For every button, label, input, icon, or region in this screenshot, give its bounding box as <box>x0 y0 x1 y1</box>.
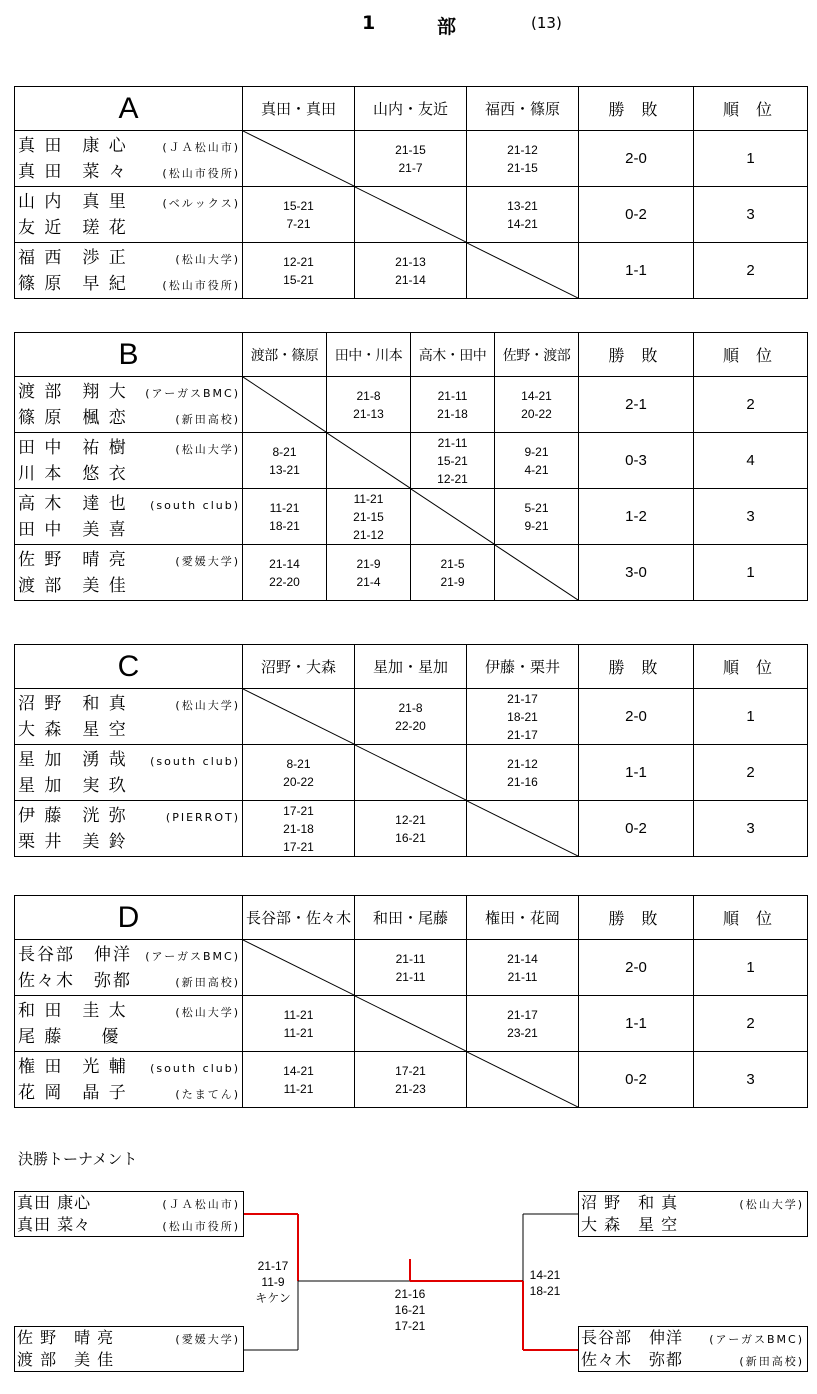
player-name: 佐 野 晴 亮 <box>17 1328 115 1347</box>
affiliation: (松山市役所) <box>162 166 240 180</box>
winloss-value: 0-2 <box>579 187 694 243</box>
affiliation: (松山大学) <box>175 442 240 456</box>
player-name: 田 中 美 喜 <box>18 519 128 540</box>
rank-value: 4 <box>694 433 808 489</box>
score-text: 21-11 15-21 12-21 <box>437 435 468 486</box>
affiliation: (ベルックス) <box>162 196 240 210</box>
group-letter: B <box>15 333 243 377</box>
winloss-header: 勝 敗 <box>579 645 694 689</box>
affiliation: (ＪＡ松山市) <box>162 1198 240 1211</box>
player-name: 花 岡 晶 子 <box>18 1082 128 1103</box>
tournament-team-bottom-left <box>14 1326 244 1372</box>
opponent-header: 沼野・大森 <box>243 645 355 689</box>
final-score: 21-16 16-21 17-21 <box>394 1287 426 1333</box>
rank-header: 順 位 <box>694 87 808 131</box>
score-text: 21-11 21-18 <box>437 388 468 421</box>
player-name: 長谷部 伸洋 <box>18 944 132 965</box>
score-text: 21-14 21-11 <box>507 951 538 984</box>
player-name: 佐々木 弥都 <box>18 970 132 991</box>
player-name: 沼 野 和 真 <box>18 693 128 714</box>
score-text: 5-21 9-21 <box>524 500 549 533</box>
opponent-header: 佐野・渡部 <box>495 333 579 377</box>
affiliation: (松山市役所) <box>162 278 240 292</box>
affiliation: (アーガスBMC) <box>145 949 240 963</box>
affiliation: (アーガスBMC) <box>709 1333 804 1346</box>
score-text: 21-5 21-9 <box>440 556 465 589</box>
rank-value: 3 <box>694 187 808 243</box>
player-name: 渡 部 翔 大 <box>18 381 128 402</box>
player-name: 佐々木 弥都 <box>581 1350 684 1369</box>
player-name: 真田 康心 <box>17 1193 92 1212</box>
rank-header: 順 位 <box>694 333 808 377</box>
affiliation: (新田高校) <box>739 1355 804 1368</box>
score-text: 21-9 21-4 <box>356 556 381 589</box>
affiliation: (south club) <box>150 754 240 768</box>
score-text: 14-21 11-21 <box>283 1063 314 1096</box>
rank-value: 1 <box>694 940 808 996</box>
winloss-value: 0-3 <box>579 433 694 489</box>
affiliation: (愛媛大学) <box>175 1333 240 1346</box>
score-text: 17-21 21-18 17-21 <box>283 803 314 854</box>
rank-value: 1 <box>694 545 808 601</box>
opponent-header: 渡部・篠原 <box>243 333 327 377</box>
score-text: 21-17 23-21 <box>507 1007 538 1040</box>
player-name: 佐 野 晴 亮 <box>18 549 128 570</box>
winloss-value: 1-1 <box>579 243 694 299</box>
score-text: 12-21 15-21 <box>283 254 314 287</box>
affiliation: (たまてん) <box>175 1087 240 1101</box>
division-word: 部 <box>437 16 457 38</box>
score-text: 14-21 20-22 <box>521 388 552 421</box>
score-text: 11-21 11-21 <box>283 1007 314 1040</box>
rank-value: 3 <box>694 801 808 857</box>
player-name: 星 加 実 玖 <box>18 775 128 796</box>
rank-value: 2 <box>694 243 808 299</box>
player-name: 栗 井 美 鈴 <box>18 831 128 852</box>
player-name: 田 中 祐 樹 <box>18 437 128 458</box>
player-name: 福 西 渉 正 <box>18 247 128 268</box>
score-text: 21-14 22-20 <box>269 556 300 589</box>
rank-header: 順 位 <box>694 896 808 940</box>
score-text: 21-12 21-15 <box>507 142 538 175</box>
winloss-value: 2-0 <box>579 940 694 996</box>
player-name: 沼 野 和 真 <box>581 1193 679 1212</box>
winloss-header: 勝 敗 <box>579 87 694 131</box>
tournament-team-bottom-right <box>578 1326 808 1372</box>
winloss-value: 0-2 <box>579 801 694 857</box>
rank-value: 3 <box>694 1052 808 1108</box>
group-letter: D <box>15 896 243 940</box>
score-text: 9-21 4-21 <box>524 444 549 477</box>
rank-value: 1 <box>694 131 808 187</box>
affiliation: (松山大学) <box>175 252 240 266</box>
winloss-header: 勝 敗 <box>579 896 694 940</box>
player-name: 真田 菜々 <box>17 1215 92 1234</box>
division-number: 1 <box>362 12 376 34</box>
winloss-value: 1-1 <box>579 996 694 1052</box>
score-text: 12-21 16-21 <box>395 812 426 845</box>
group-letter: A <box>15 87 243 131</box>
opponent-header: 田中・川本 <box>327 333 411 377</box>
score-text: 8-21 13-21 <box>269 444 300 477</box>
player-name: 星 加 湧 哉 <box>18 749 128 770</box>
score-text: 21-17 18-21 21-17 <box>507 691 538 742</box>
affiliation: (south club) <box>150 498 240 512</box>
affiliation: (新田高校) <box>175 412 240 426</box>
winloss-value: 2-0 <box>579 689 694 745</box>
player-name: 尾 藤 優 <box>18 1026 121 1047</box>
entry-count: (13) <box>531 14 562 32</box>
score-text: 17-21 21-23 <box>395 1063 426 1096</box>
player-name: 伊 藤 洸 弥 <box>18 805 128 826</box>
opponent-header: 長谷部・佐々木 <box>243 896 355 940</box>
player-name: 渡 部 美 佳 <box>17 1350 115 1369</box>
rank-header: 順 位 <box>694 645 808 689</box>
winloss-value: 1-2 <box>579 489 694 545</box>
affiliation: (愛媛大学) <box>175 554 240 568</box>
player-name: 篠 原 楓 恋 <box>18 407 128 428</box>
affiliation: (松山大学) <box>175 1005 240 1019</box>
player-name: 川 本 悠 衣 <box>18 463 128 484</box>
score-text: 15-21 7-21 <box>283 198 314 231</box>
winloss-value: 3-0 <box>579 545 694 601</box>
semi-right-score: 14-21 18-21 <box>529 1268 561 1298</box>
player-name: 和 田 圭 太 <box>18 1000 128 1021</box>
rank-value: 3 <box>694 489 808 545</box>
player-name: 大 森 星 空 <box>18 719 128 740</box>
semi-left-score: 21-17 11-9 キケン <box>255 1259 291 1305</box>
player-name: 友 近 瑳 花 <box>18 217 128 238</box>
score-text: 21-15 21-7 <box>395 142 426 175</box>
opponent-header: 伊藤・栗井 <box>467 645 579 689</box>
player-name: 長谷部 伸洋 <box>581 1328 684 1347</box>
tournament-team-top-right <box>578 1191 808 1237</box>
winloss-value: 2-0 <box>579 131 694 187</box>
affiliation: (south club) <box>150 1061 240 1075</box>
score-text: 21-8 22-20 <box>395 700 426 733</box>
score-text: 21-12 21-16 <box>507 756 538 789</box>
score-text: 21-11 21-11 <box>395 951 426 984</box>
player-name: 山 内 真 里 <box>18 191 128 212</box>
winloss-value: 0-2 <box>579 1052 694 1108</box>
affiliation: (新田高校) <box>175 975 240 989</box>
opponent-header: 高木・田中 <box>411 333 495 377</box>
player-name: 大 森 星 空 <box>581 1215 679 1234</box>
score-text: 21-8 21-13 <box>353 388 384 421</box>
score-text: 11-21 21-15 21-12 <box>353 491 384 542</box>
player-name: 渡 部 美 佳 <box>18 575 128 596</box>
affiliation: (ＪＡ松山市) <box>162 140 240 154</box>
opponent-header: 権田・花岡 <box>467 896 579 940</box>
opponent-header: 山内・友近 <box>355 87 467 131</box>
affiliation: (松山大学) <box>739 1198 804 1211</box>
winloss-header: 勝 敗 <box>579 333 694 377</box>
rank-value: 2 <box>694 996 808 1052</box>
rank-value: 2 <box>694 745 808 801</box>
affiliation: (PIERROT) <box>165 810 240 824</box>
score-text: 21-13 21-14 <box>395 254 426 287</box>
player-name: 権 田 光 輔 <box>18 1056 128 1077</box>
player-name: 真 田 菜 々 <box>18 161 128 182</box>
opponent-header: 和田・尾藤 <box>355 896 467 940</box>
player-name: 真 田 康 心 <box>18 135 128 156</box>
group-letter: C <box>15 645 243 689</box>
tournament-label: 決勝トーナメント <box>18 1150 138 1168</box>
score-text: 8-21 20-22 <box>283 756 314 789</box>
rank-value: 2 <box>694 377 808 433</box>
winloss-value: 1-1 <box>579 745 694 801</box>
opponent-header: 真田・真田 <box>243 87 355 131</box>
tournament-team-top-left <box>14 1191 244 1237</box>
opponent-header: 福西・篠原 <box>467 87 579 131</box>
affiliation: (アーガスBMC) <box>145 386 240 400</box>
rank-value: 1 <box>694 689 808 745</box>
score-text: 11-21 18-21 <box>269 500 300 533</box>
player-name: 高 木 達 也 <box>18 493 128 514</box>
opponent-header: 星加・星加 <box>355 645 467 689</box>
winloss-value: 2-1 <box>579 377 694 433</box>
affiliation: (松山大学) <box>175 698 240 712</box>
affiliation: (松山市役所) <box>162 1220 240 1233</box>
player-name: 篠 原 早 紀 <box>18 273 128 294</box>
score-text: 13-21 14-21 <box>507 198 538 231</box>
